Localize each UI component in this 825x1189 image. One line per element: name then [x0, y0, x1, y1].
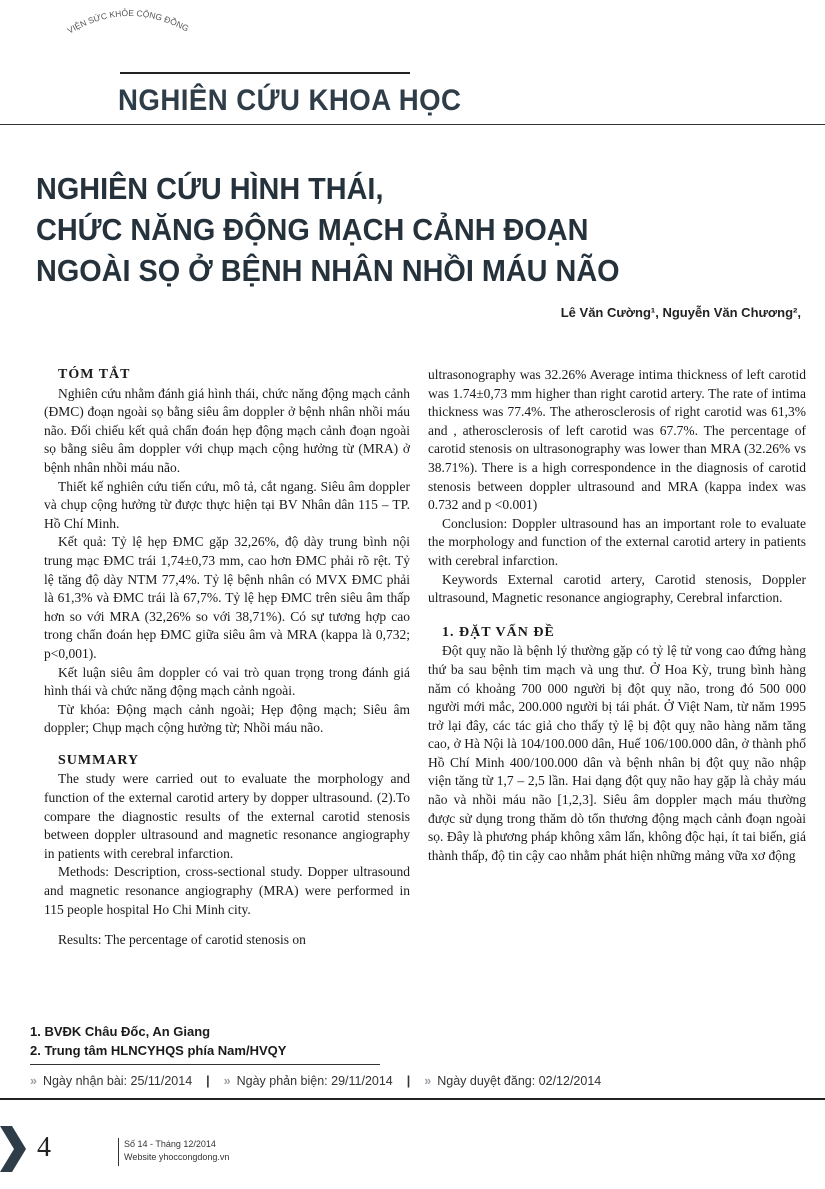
footer-rule	[0, 1098, 825, 1100]
issue-info	[124, 1138, 229, 1164]
header-rule	[0, 124, 825, 125]
summary-heading: SUMMARY	[58, 752, 140, 768]
journal-logo	[60, 6, 200, 40]
double-chevron-icon: »	[223, 1074, 231, 1088]
abstract-vi-heading: TÓM TẮT	[58, 367, 131, 382]
section-heading: 1. ĐẶT VẤN ĐỀ	[442, 624, 555, 640]
title-line: CHỨC NĂNG ĐỘNG MẠCH CẢNH ĐOẠN	[36, 212, 589, 247]
page-number: 4	[37, 1132, 51, 1163]
abstract-vi-paragraph: Kết luận siêu âm doppler có vai trò quan trọng trong đánh giá hình thái và chức năng động mạch cảnh ngoài.	[44, 664, 410, 699]
affiliation-1: 1. BVĐK Châu Đốc, An Giang	[30, 1024, 211, 1039]
affiliation-rule	[30, 1064, 380, 1065]
svg-text:VIỆN SỨC KHỎE CỘNG ĐỒNG	[66, 7, 191, 36]
summary-paragraph: ultrasonography was 32.26% Average intima thickness of left carotid was 1.74±0,73 mm higher than right carotid artery. The rate of intima thickness was 77.4%. The atherosclerosis of right carotid was 61,3% and , atherosclerosis of left carotid was 67.7%. The percentage of carotid stenosis on ultrasonography was lower than MRA (32.26% vs 38.71%). There is a high correspondence in the diagnosis of carotid stenosis between doppler ultrasound and MRA (kappa index was 0.732 and p <0.001)	[428, 367, 806, 513]
separator: |	[206, 1074, 210, 1088]
chevron-right-icon	[0, 1126, 26, 1172]
summary-keywords: Keywords External carotid artery, Carotid stenosis, Doppler ultrasound, Magnetic resonance angiography, Cerebral infarction.	[428, 571, 806, 606]
article-title	[36, 168, 620, 291]
website-line: Website yhoccongdong.vn	[124, 1152, 230, 1162]
date-received: Ngày nhận bài: 25/11/2014	[42, 1074, 193, 1088]
date-reviewed: Ngày phản biện: 29/11/2014	[236, 1074, 393, 1088]
summary-paragraph: Conclusion: Doppler ultrasound has an important role to evaluate the morphology and function of the external carotid artery in patients with cerebral infarction.	[428, 515, 806, 568]
separator: |	[406, 1074, 411, 1088]
abstract-vi-paragraph: Thiết kế nghiên cứu tiến cứu, mô tả, cắt ngang. Siêu âm doppler và chụp cộng hưởng từ được thực hiện tại BV Nhân dân 115 – TP. Hồ Chí Minh.	[44, 478, 410, 531]
authors: Lê Văn Cường¹, Nguyễn Văn Chương²,	[560, 305, 801, 320]
left-column	[44, 366, 410, 950]
summary-paragraph: Methods: Description, cross-sectional study. Dopper ultrasound and magnetic resonance angiography (MRA) were performed in 115 people hospital Ho Chi Minh city.	[44, 864, 410, 917]
header-top-rule	[120, 72, 410, 74]
affiliation-2: 2. Trung tâm HLNCYHQS phía Nam/HVQY	[30, 1043, 287, 1058]
summary-paragraph: The study were carried out to evaluate the morphology and function of the external carotid artery by dopper ultrasound. (2).To compare the diagnostic results of the external carotid stenosis between doppler ultrasound and magnetic resonance angiography in patients with cerebral infarction.	[44, 771, 410, 861]
section-header: NGHIÊN CỨU KHOA HỌC	[118, 84, 462, 117]
abstract-vi-paragraph: Nghiên cứu nhằm đánh giá hình thái, chức năng động mạch cảnh (ĐMC) đoạn ngoài sọ bằng siêu âm doppler ở bệnh nhân nhồi máu não. Đối chiếu kết quả chẩn đoán hẹp động mạch cảnh đoạn ngoài sọ bằng siêu âm doppler với chụp mạch cộng hưởng từ (MRA) ở bệnh nhân nhồi máu não.	[44, 385, 410, 475]
right-column	[428, 366, 806, 865]
abstract-vi-keywords: Từ khóa: Động mạch cảnh ngoài; Hẹp động mạch; Siêu âm doppler; Chụp mạch cộng hưởng từ; Nhồi máu não.	[44, 701, 410, 736]
date-accepted: Ngày duyệt đăng: 02/12/2014	[437, 1074, 602, 1088]
footer-divider	[118, 1138, 119, 1166]
abstract-vi-paragraph: Kết quả: Tỷ lệ hẹp ĐMC gặp 32,26%, độ dày trung bình nội trung mạc ĐMC trái 1,74±0,73 mm, cao hơn ĐMC phải rõ rệt. Tỷ lệ tăng độ dày NTM 77,4%. Tỷ lệ bệnh nhân có MVX ĐMC phải là 61,3% và ĐMC trái là 67,7%. Tỷ lệ hẹp ĐMC trên siêu âm thấp hơn so với MRA (32,26% so với 38,71%). Có sự tương hợp cao trong chẩn đoán hẹp ĐMC giữa siêu âm và MRA (kappa là 0,732; p<0,001).	[44, 534, 410, 661]
dates-line	[30, 1074, 601, 1088]
double-chevron-icon: »	[424, 1074, 432, 1088]
logo-text: VIỆN SỨC KHỎE CỘNG ĐỒNG	[65, 7, 191, 36]
issue-line: Số 14 - Tháng 12/2014	[124, 1139, 216, 1149]
title-line: NGHIÊN CỨU HÌNH THÁI,	[36, 171, 384, 206]
affiliations	[30, 1022, 286, 1060]
double-chevron-icon: »	[30, 1074, 37, 1088]
title-line: NGOÀI SỌ Ở BỆNH NHÂN NHỒI MÁU NÃO	[36, 253, 620, 288]
body-paragraph: Đột quỵ não là bệnh lý thường gặp có tỷ lệ tử vong cao đứng hàng thứ ba sau bệnh tim mạch và ung thư. Ở Hoa Kỳ, trung bình hàng năm có khoảng 700 000 người bị đột quỵ não, trong đó 500 000 người mới mắc, 200.000 người bị tái phát. Ở Việt Nam, từ năm 1995 trở lại đây, các tác giả cho thấy tỷ lệ bị đột quỵ não hàng năm tăng cao, ở Hà Nội là 104/100.000 dân, Huế 106/100.000 dân, ở thành phố Hồ Chí Minh 400/100.000 dân và bệnh nhân bị đột quỵ não nhập viện tăng từ 1,7 – 2,5 lần. Hai dạng đột quỵ não hay gặp là chảy máu não và nhồi máu não [1,2,3]. Siêu âm doppler mạch máu thường được sử dụng trong thăm dò tổn thương động mạch cảnh đoạn ngoài sọ. Đây là phương pháp không xâm lấn, không độc hại, ít tai biến, giá thành thấp, độ tin cậy cao nhằm phát hiện những mảng vữa xơ động	[428, 643, 806, 863]
summary-paragraph: Results: The percentage of carotid stenosis on	[58, 932, 306, 948]
